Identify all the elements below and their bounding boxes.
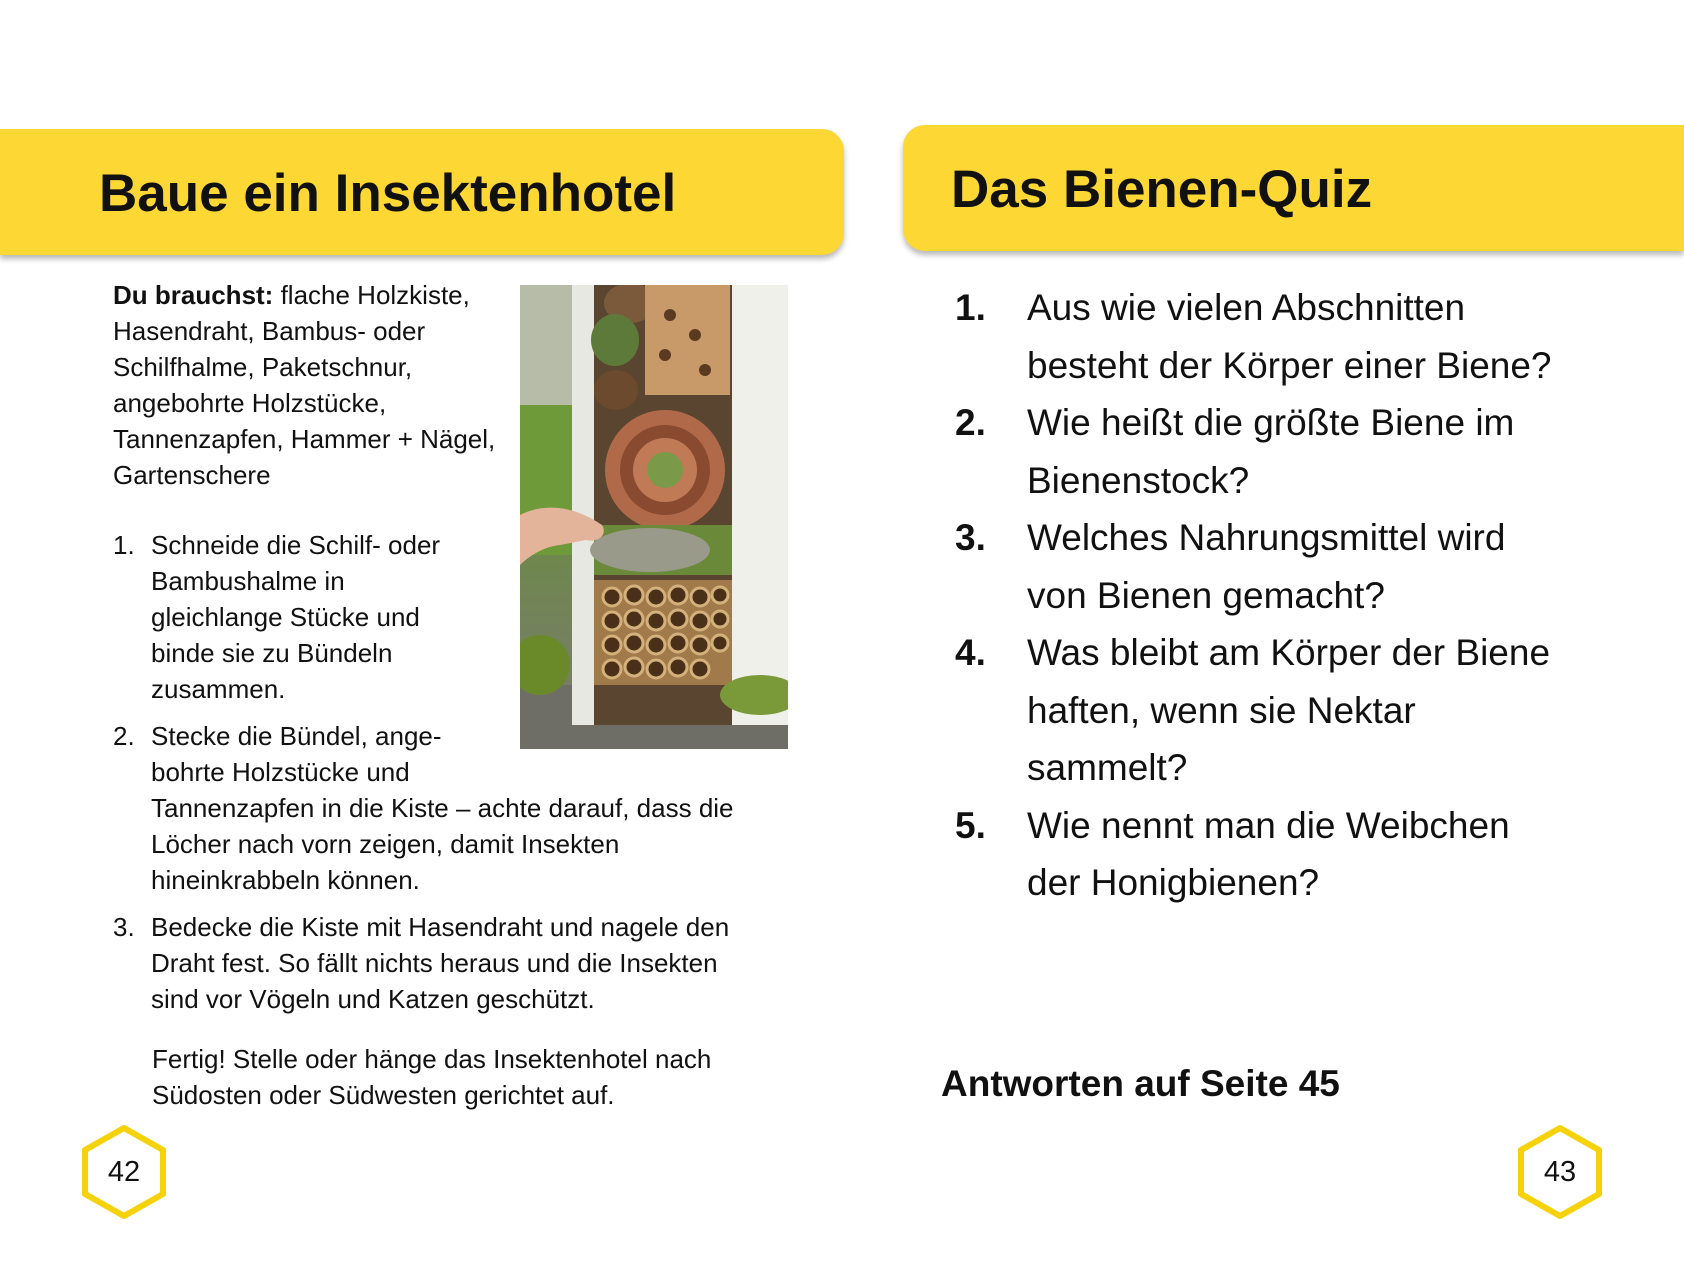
step-number: 1. [113, 530, 135, 560]
instruction-step [113, 527, 461, 707]
step-text-continued: Tannenzapfen in die Kiste – achte darauf, dass die Löcher nach vorn zeigen, damit Insekten hineinkrabbeln können. [151, 793, 734, 895]
question-text: Wie heißt die größte Biene im Bienenstock? [1027, 402, 1515, 501]
quiz-question [955, 624, 1555, 797]
quiz-question [955, 509, 1555, 624]
page-number-badge-left [81, 1124, 167, 1220]
question-number: 4. [955, 632, 986, 673]
left-title-banner [0, 129, 844, 255]
question-text: Was bleibt am Körper der Biene haften, wenn sie Nektar sammelt? [1027, 632, 1551, 788]
quiz-question [955, 279, 1555, 394]
question-number: 3. [955, 517, 986, 558]
step-text: Stecke die Bündel, ange- bohrte Holzstücke und [151, 721, 442, 787]
question-text: Welches Nahrungsmittel wird von Bienen gemacht? [1027, 517, 1506, 616]
right-title-banner [903, 125, 1684, 251]
question-number: 1. [955, 287, 986, 328]
instruction-steps [113, 527, 763, 1017]
step-number: 3. [113, 912, 135, 942]
answers-note: Antworten auf Seite 45 [941, 1063, 1340, 1104]
question-number: 5. [955, 804, 986, 846]
step-number: 2. [113, 721, 135, 751]
right-page-title: Das Bienen-Quiz [951, 160, 1373, 219]
question-text: Wie nennt man die Weibchen der Honigbienen? [1027, 804, 1510, 903]
quiz-question [955, 797, 1555, 912]
materials-text: flache Holzkiste, Hasendraht, Bambus- oder Schilfhalme, Paketschnur, angebohrte Holzstücke, Tannenzapfen, Hammer + Nägel, Gartenschere [113, 280, 496, 490]
step-text: Schneide die Schilf- oder Bambushalme in gleichlange Stücke und binde sie zu Bündeln zusammen. [151, 530, 441, 704]
step-text: Bedecke die Kiste mit Hasendraht und nagele den Draht fest. So fällt nichts heraus und die Insekten sind vor Vögeln und Katzen geschützt. [151, 912, 730, 1014]
materials-paragraph [113, 277, 513, 493]
instruction-step [113, 909, 763, 1017]
quiz-questions [955, 279, 1555, 912]
page-number-badge-right [1517, 1124, 1603, 1220]
quiz-question [955, 394, 1555, 509]
materials-label: Du brauchst: [113, 280, 274, 310]
instruction-step [113, 718, 763, 898]
question-number: 2. [955, 402, 986, 443]
left-page-title: Baue ein Insektenhotel [99, 164, 677, 223]
page-number-left: 42 [107, 1156, 141, 1188]
question-text: Aus wie vielen Abschnitten besteht der Körper einer Biene? [1027, 287, 1552, 386]
page-number-right: 43 [1543, 1156, 1577, 1188]
finish-note: Fertig! Stelle oder hänge das Insektenhotel nach Südosten oder Südwesten gerichtet auf. [152, 1044, 712, 1110]
